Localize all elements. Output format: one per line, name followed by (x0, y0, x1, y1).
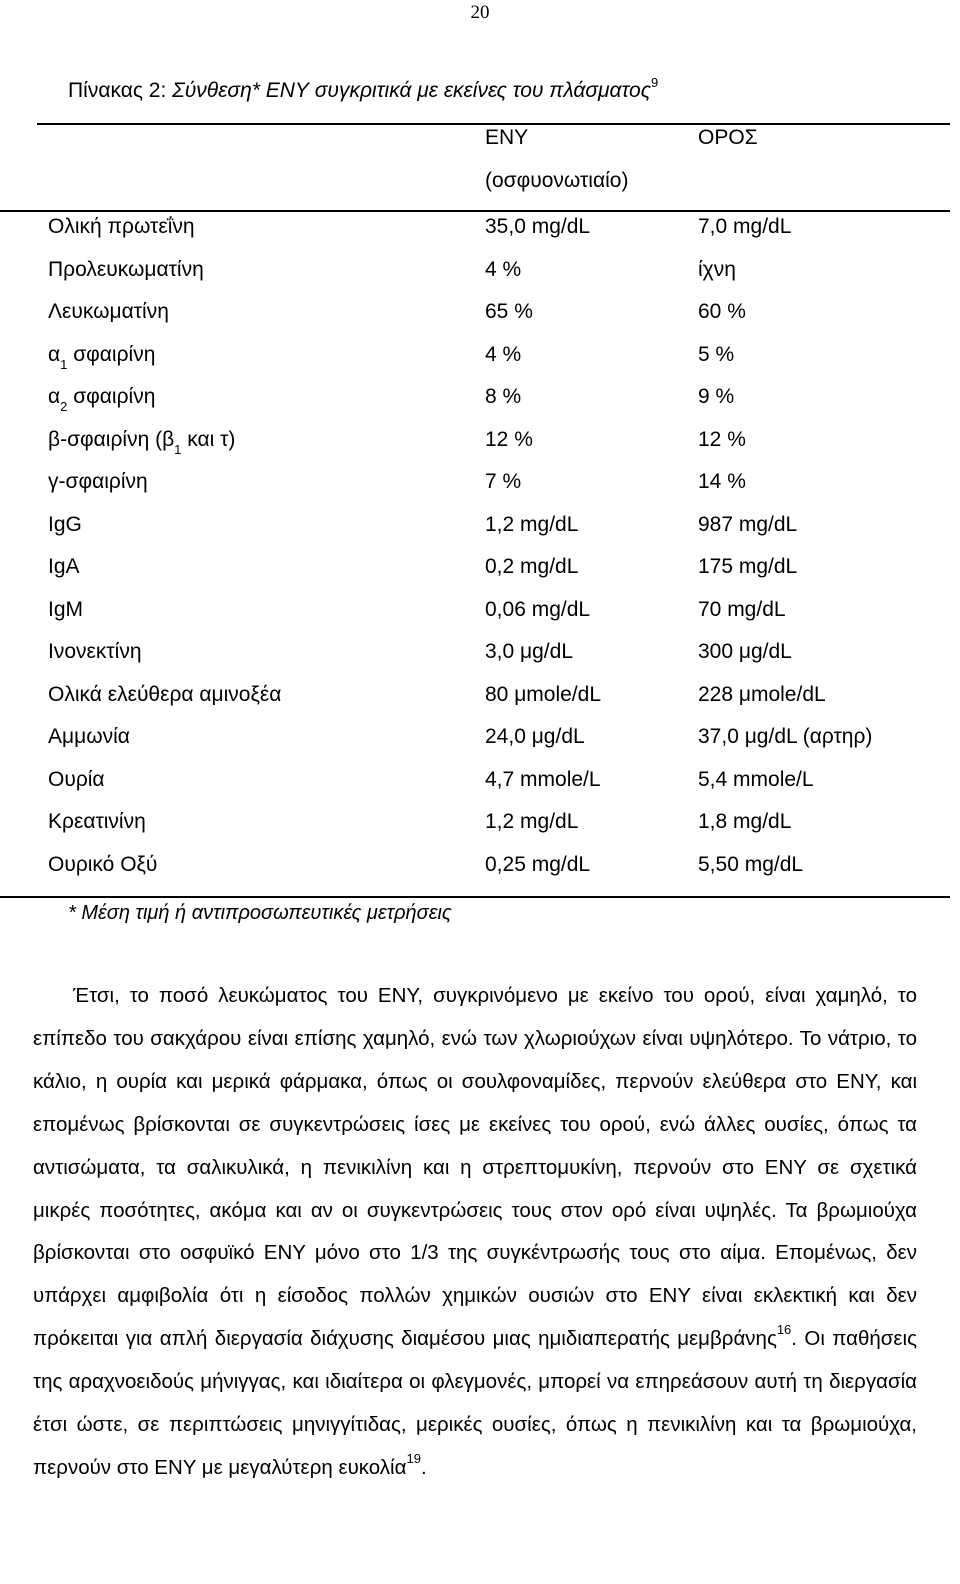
row-oros-value: 60 % (698, 300, 746, 323)
row-oros-value: 37,0 μg/dL (αρτηρ) (698, 725, 873, 748)
table-row (0, 768, 960, 810)
header-oros: ΟΡΟΣ (698, 126, 758, 149)
table-row (0, 300, 960, 342)
row-name (48, 640, 142, 664)
table-row (0, 810, 960, 852)
row-name (48, 555, 80, 579)
row-name (48, 385, 156, 415)
row-name (48, 810, 146, 834)
row-name-text: Ολική πρωτεΐνη (48, 215, 195, 238)
row-name-text: IgA (48, 555, 80, 578)
row-name (48, 342, 156, 372)
row-name (48, 258, 204, 282)
row-oros-value: 228 μmole/dL (698, 682, 826, 706)
table-top-rule (37, 123, 950, 125)
row-name-text: Λευκωματίνη (48, 300, 169, 323)
table-caption-reference: 9 (650, 75, 659, 90)
row-name-text: Ουρικό Οξύ (48, 852, 158, 876)
table-caption-title: Σύνθεση* ΕΝΥ συγκριτικά με εκείνες του πλάσματος (172, 79, 651, 102)
row-eny-value: 24,0 μg/dL (485, 725, 585, 748)
row-eny-value: 1,2 mg/dL (485, 810, 579, 833)
row-name-subscript: 1 (60, 356, 68, 372)
paragraph-text-part1: Έτσι, το ποσό λευκώματος του ΕΝΥ, συγκρινόμενο με εκείνο του ορού, είναι χαμηλό, το επίπεδο του σακχάρου είναι επίσης χαμηλό, ενώ των χλωριούχων είναι υψηλότερο. Το νάτριο, το κάλιο, η ουρία και μερικά φάρμακα, όπως οι σουλφοναμίδες, περνούν ελεύθερα στο ΕΝΥ, και επομένως βρίσκονται σε συγκεντρώσεις ίσες με εκείνες του ορού, ενώ άλλες ουσίες, όπως τα αντισώματα, τα σαλικυλικά, η πενικιλίνη και η στρεπτομυκίνη, περνούν στο ΕΝΥ σε σχετικά μικρές ποσότητες, ακόμα και αν οι συγκεντρώσεις τους στον ορό είναι υψηλές. Τα βρωμιούχα βρίσκονται στο οσφυϊκό ΕΝΥ μόνο στο 1/3 της συγκέντρωσής τους στο αίμα. Επομένως, δεν υπάρχει αμφιβολία ότι η είσοδος πολλών χημικών ουσιών στο ΕΝΥ είναι εκλεκτική και δεν πρόκειται για απλή διεργασία διάχυσης διαμέσου μιας ημιδιαπερατής μεμβράνης (33, 984, 917, 1351)
reference-19: 19 (406, 1451, 421, 1467)
table-row (0, 683, 960, 725)
row-name-text: Ολικά ελεύθερα αμινοξέα (48, 682, 282, 706)
row-oros-value: 7,0 mg/dL (698, 215, 792, 238)
row-oros-value: 5,4 mmole/L (698, 767, 814, 791)
row-eny-value: 0,2 mg/dL (485, 555, 579, 578)
row-name-text: α (48, 385, 61, 408)
row-oros-value: 1,8 mg/dL (698, 810, 792, 833)
row-name (48, 513, 82, 537)
row-oros-value: 70 mg/dL (698, 597, 786, 621)
table-header-rule (0, 210, 950, 212)
row-name-text: IgM (48, 597, 84, 621)
row-name (48, 683, 281, 707)
row-name-suffix: σφαιρίνη (67, 342, 156, 366)
row-oros-value: 5,50 mg/dL (698, 852, 804, 876)
row-name-suffix: και τ) (181, 427, 236, 451)
row-oros-value: 5 % (698, 342, 735, 366)
row-eny-value: 35,0 mg/dL (485, 215, 591, 238)
row-name-suffix: σφαιρίνη (67, 385, 156, 408)
row-eny-value: 4,7 mmole/L (485, 767, 601, 791)
row-oros-value: 9 % (698, 385, 735, 408)
row-name (48, 470, 148, 494)
table-row (0, 343, 960, 385)
row-oros-value: 12 % (698, 427, 746, 451)
row-eny-value: 12 % (485, 427, 533, 451)
row-name-text: Ουρία (48, 767, 105, 791)
row-eny-value: 65 % (485, 300, 533, 323)
header-eny-subtitle: (οσφυονωτιαίο) (485, 169, 629, 192)
row-name-text: α (48, 342, 61, 366)
header-eny: ΕΝΥ (485, 126, 529, 149)
body-paragraph (33, 975, 917, 1490)
paragraph-text-part2: . Οι παθήσεις της αραχνοειδούς μήνιγγας, και ιδιαίτερα οι φλεγμονές, μπορεί να επηρεάσουν αυτή τη διεργασία έτσι ώστε, σε περιπτώσεις μηνιγγίτιδας, μερικές ουσίες, όπως η πενικιλίνη και τα βρωμιούχα, περνούν στο ΕΝΥ με μεγαλύτερη ευκολία (33, 1327, 917, 1479)
table-row (0, 215, 960, 257)
reference-16: 16 (776, 1322, 792, 1338)
row-name (48, 300, 169, 324)
row-name-text: γ-σφαιρίνη (48, 470, 148, 493)
paragraph-text-part3: . (420, 1455, 427, 1479)
table-footnote: * Μέση τιμή ή αντιπροσωπευτικές μετρήσεις (68, 902, 452, 924)
row-name (48, 427, 236, 457)
row-eny-value: 3,0 μg/dL (485, 640, 573, 663)
table-row (0, 725, 960, 767)
row-name-text: IgG (48, 512, 82, 536)
row-oros-value: 175 mg/dL (698, 555, 798, 578)
row-eny-value: 1,2 mg/dL (485, 512, 579, 536)
row-name-text: Ινονεκτίνη (48, 640, 142, 663)
table-row (0, 640, 960, 682)
table-row (0, 470, 960, 512)
row-name (48, 215, 195, 239)
row-name (48, 725, 130, 749)
row-oros-value: 300 μg/dL (698, 640, 792, 663)
row-name-text: Κρεατινίνη (48, 810, 146, 833)
row-name (48, 853, 157, 877)
table-row (0, 598, 960, 640)
row-name-text: Προλευκωματίνη (48, 257, 204, 281)
row-name (48, 768, 105, 792)
table-row (0, 385, 960, 427)
row-oros-value: 14 % (698, 470, 746, 493)
table-row (0, 258, 960, 300)
row-eny-value: 0,06 mg/dL (485, 597, 591, 621)
page-number: 20 (470, 2, 490, 23)
row-eny-value: 0,25 mg/dL (485, 852, 591, 876)
row-eny-value: 4 % (485, 257, 522, 281)
row-name-text: Αμμωνία (48, 725, 130, 748)
row-eny-value: 80 μmole/dL (485, 682, 602, 706)
row-name-subscript: 1 (174, 441, 182, 457)
table-caption-label: Πίνακας 2: (68, 79, 173, 102)
row-oros-value: 987 mg/dL (698, 512, 798, 536)
table-row (0, 853, 960, 895)
table-bottom-rule (0, 896, 950, 898)
table-row (0, 428, 960, 470)
table-row (0, 513, 960, 555)
row-eny-value: 8 % (485, 385, 522, 408)
table-row (0, 555, 960, 597)
row-name (48, 598, 83, 622)
row-oros-value: ίχνη (698, 257, 736, 281)
row-eny-value: 7 % (485, 470, 522, 493)
table-caption (68, 77, 658, 103)
row-eny-value: 4 % (485, 342, 522, 366)
row-name-text: β-σφαιρίνη (β (48, 427, 175, 451)
row-name-subscript: 2 (60, 399, 68, 415)
